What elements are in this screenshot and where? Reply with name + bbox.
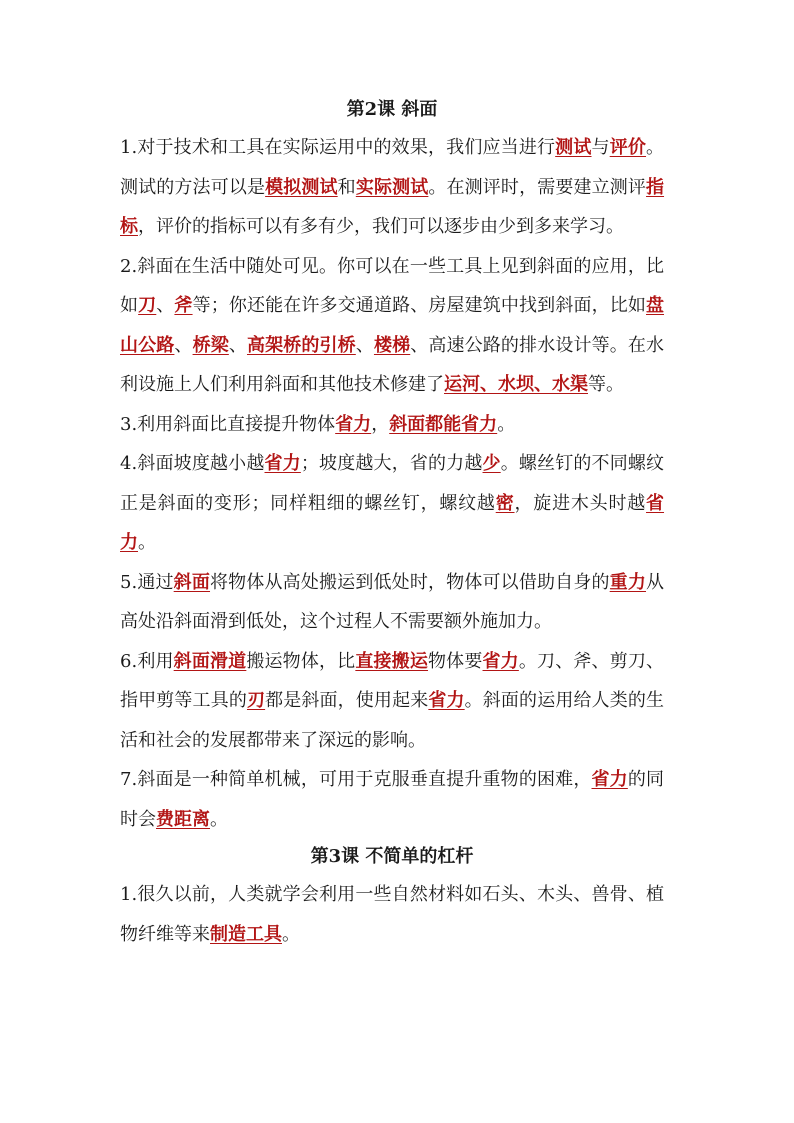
keyword-answer: 楼梯 <box>373 334 411 356</box>
keyword-answer: 重力 <box>609 571 647 593</box>
text-run: ， <box>371 413 390 435</box>
keyword-answer: 斜面都能省力 <box>389 413 498 435</box>
lesson2-body <box>120 128 664 839</box>
keyword-answer: 省力 <box>335 413 372 435</box>
keyword-answer: 运河、水坝、水渠 <box>444 374 588 395</box>
keyword-answer: 测试 <box>555 137 592 158</box>
keyword-answer: 刃 <box>246 690 266 711</box>
text-run: 的同时会 <box>120 769 665 830</box>
keyword-answer: 模拟测试 <box>265 176 338 198</box>
text-run: 1.对于技术和工具在实际运用中的效果，我们应当进行 <box>120 137 556 158</box>
text-run: 、高速公路的排水设计等。在水利设施上人们利用斜面和其他技术修建了 <box>120 334 665 395</box>
keyword-answer: 直接搬运 <box>355 650 429 672</box>
keyword-answer: 盘山公路 <box>120 295 665 356</box>
text-run: 、 <box>355 334 374 356</box>
keyword-answer: 省力 <box>264 453 301 474</box>
keyword-answer: 少 <box>482 453 501 474</box>
paragraph <box>120 247 664 405</box>
text-run: 等。 <box>588 374 624 395</box>
text-run: 4.斜面坡度越小越 <box>120 453 265 474</box>
text-run: 。 <box>282 923 300 945</box>
keyword-answer: 省力 <box>428 690 465 711</box>
keyword-answer: 斧 <box>174 295 193 316</box>
keyword-answer: 指标 <box>120 176 665 237</box>
text-run: 7.斜面是一种简单机械，可用于克服垂直提升重物的困难， <box>120 769 592 790</box>
text-run: 从高处沿斜面滑到低处，这个过程人不需要额外施加力。 <box>120 571 665 632</box>
document-page <box>120 92 664 954</box>
text-run: 都是斜面，使用起来 <box>265 690 429 711</box>
text-run: 2.斜面在生活中随处可见。你可以在一些工具上见到斜面的应用，比如 <box>120 255 664 316</box>
paragraph <box>120 444 664 563</box>
keyword-answer: 密 <box>495 492 515 514</box>
text-run: ，旋进木头时越 <box>514 492 647 514</box>
text-run: 。斜面的运用给人类的生活和社会的发展都带来了深远的影响。 <box>120 690 665 751</box>
text-run: ；坡度越大，省的力越 <box>300 453 483 474</box>
keyword-answer: 制造工具 <box>210 923 282 945</box>
text-run: 。螺丝钉的不同螺纹正是斜面的变形；同样粗细的螺丝钉，螺纹越 <box>120 453 665 514</box>
keyword-answer: 评价 <box>609 137 647 158</box>
text-run: 5.通过 <box>120 571 174 593</box>
keyword-answer: 斜面滑道 <box>173 650 247 672</box>
text-run: 、 <box>174 334 193 356</box>
lesson3-body <box>120 875 664 954</box>
paragraph <box>120 875 664 954</box>
text-run: ，评价的指标可以有多有少，我们可以逐步由少到多来学习。 <box>138 216 624 237</box>
paragraph <box>120 563 664 642</box>
text-run: 。 <box>210 808 228 830</box>
keyword-answer: 省力 <box>120 492 665 553</box>
paragraph <box>120 642 664 761</box>
text-run: 、 <box>156 295 175 316</box>
text-run: 。 <box>138 532 156 553</box>
text-run: 1.很久以前，人类就学会利用一些自然材料如石头、木头、兽骨、植物纤维等来 <box>120 884 664 945</box>
text-run: 6.利用 <box>120 650 174 672</box>
text-run: 、 <box>228 334 247 356</box>
keyword-answer: 省力 <box>482 650 519 672</box>
lesson2-title: 第2课 斜面 <box>346 99 438 120</box>
keyword-answer: 费距离 <box>156 808 210 830</box>
text-run: 等；你还能在许多交通道路、房屋建筑中找到斜面，比如 <box>192 295 647 316</box>
text-run: 。测试的方法可以是 <box>120 137 665 198</box>
keyword-answer: 实际测试 <box>355 176 429 198</box>
text-run: 和 <box>337 176 356 198</box>
text-run: 将物体从高处搬运到低处时，物体可以借助自身的 <box>210 571 610 593</box>
keyword-answer: 桥梁 <box>192 334 229 356</box>
keyword-answer: 刀 <box>138 295 157 316</box>
keyword-answer: 高架桥的引桥 <box>246 334 356 356</box>
paragraph <box>120 760 664 839</box>
text-run: 。在测评时，需要建立测评 <box>428 176 647 198</box>
text-run: 。刀、斧、剪刀、指甲剪等工具的 <box>120 650 665 711</box>
keyword-answer: 斜面 <box>173 571 211 593</box>
paragraph <box>120 405 664 445</box>
text-run: 物体要 <box>428 650 483 672</box>
text-run: 搬运物体，比 <box>246 650 356 672</box>
text-run: 3.利用斜面比直接提升物体 <box>120 413 336 435</box>
paragraph <box>120 128 664 247</box>
text-run: 与 <box>591 137 610 158</box>
text-run: 。 <box>497 413 516 435</box>
keyword-answer: 省力 <box>591 769 628 790</box>
lesson3-title: 第3课 不简单的杠杆 <box>310 846 474 867</box>
